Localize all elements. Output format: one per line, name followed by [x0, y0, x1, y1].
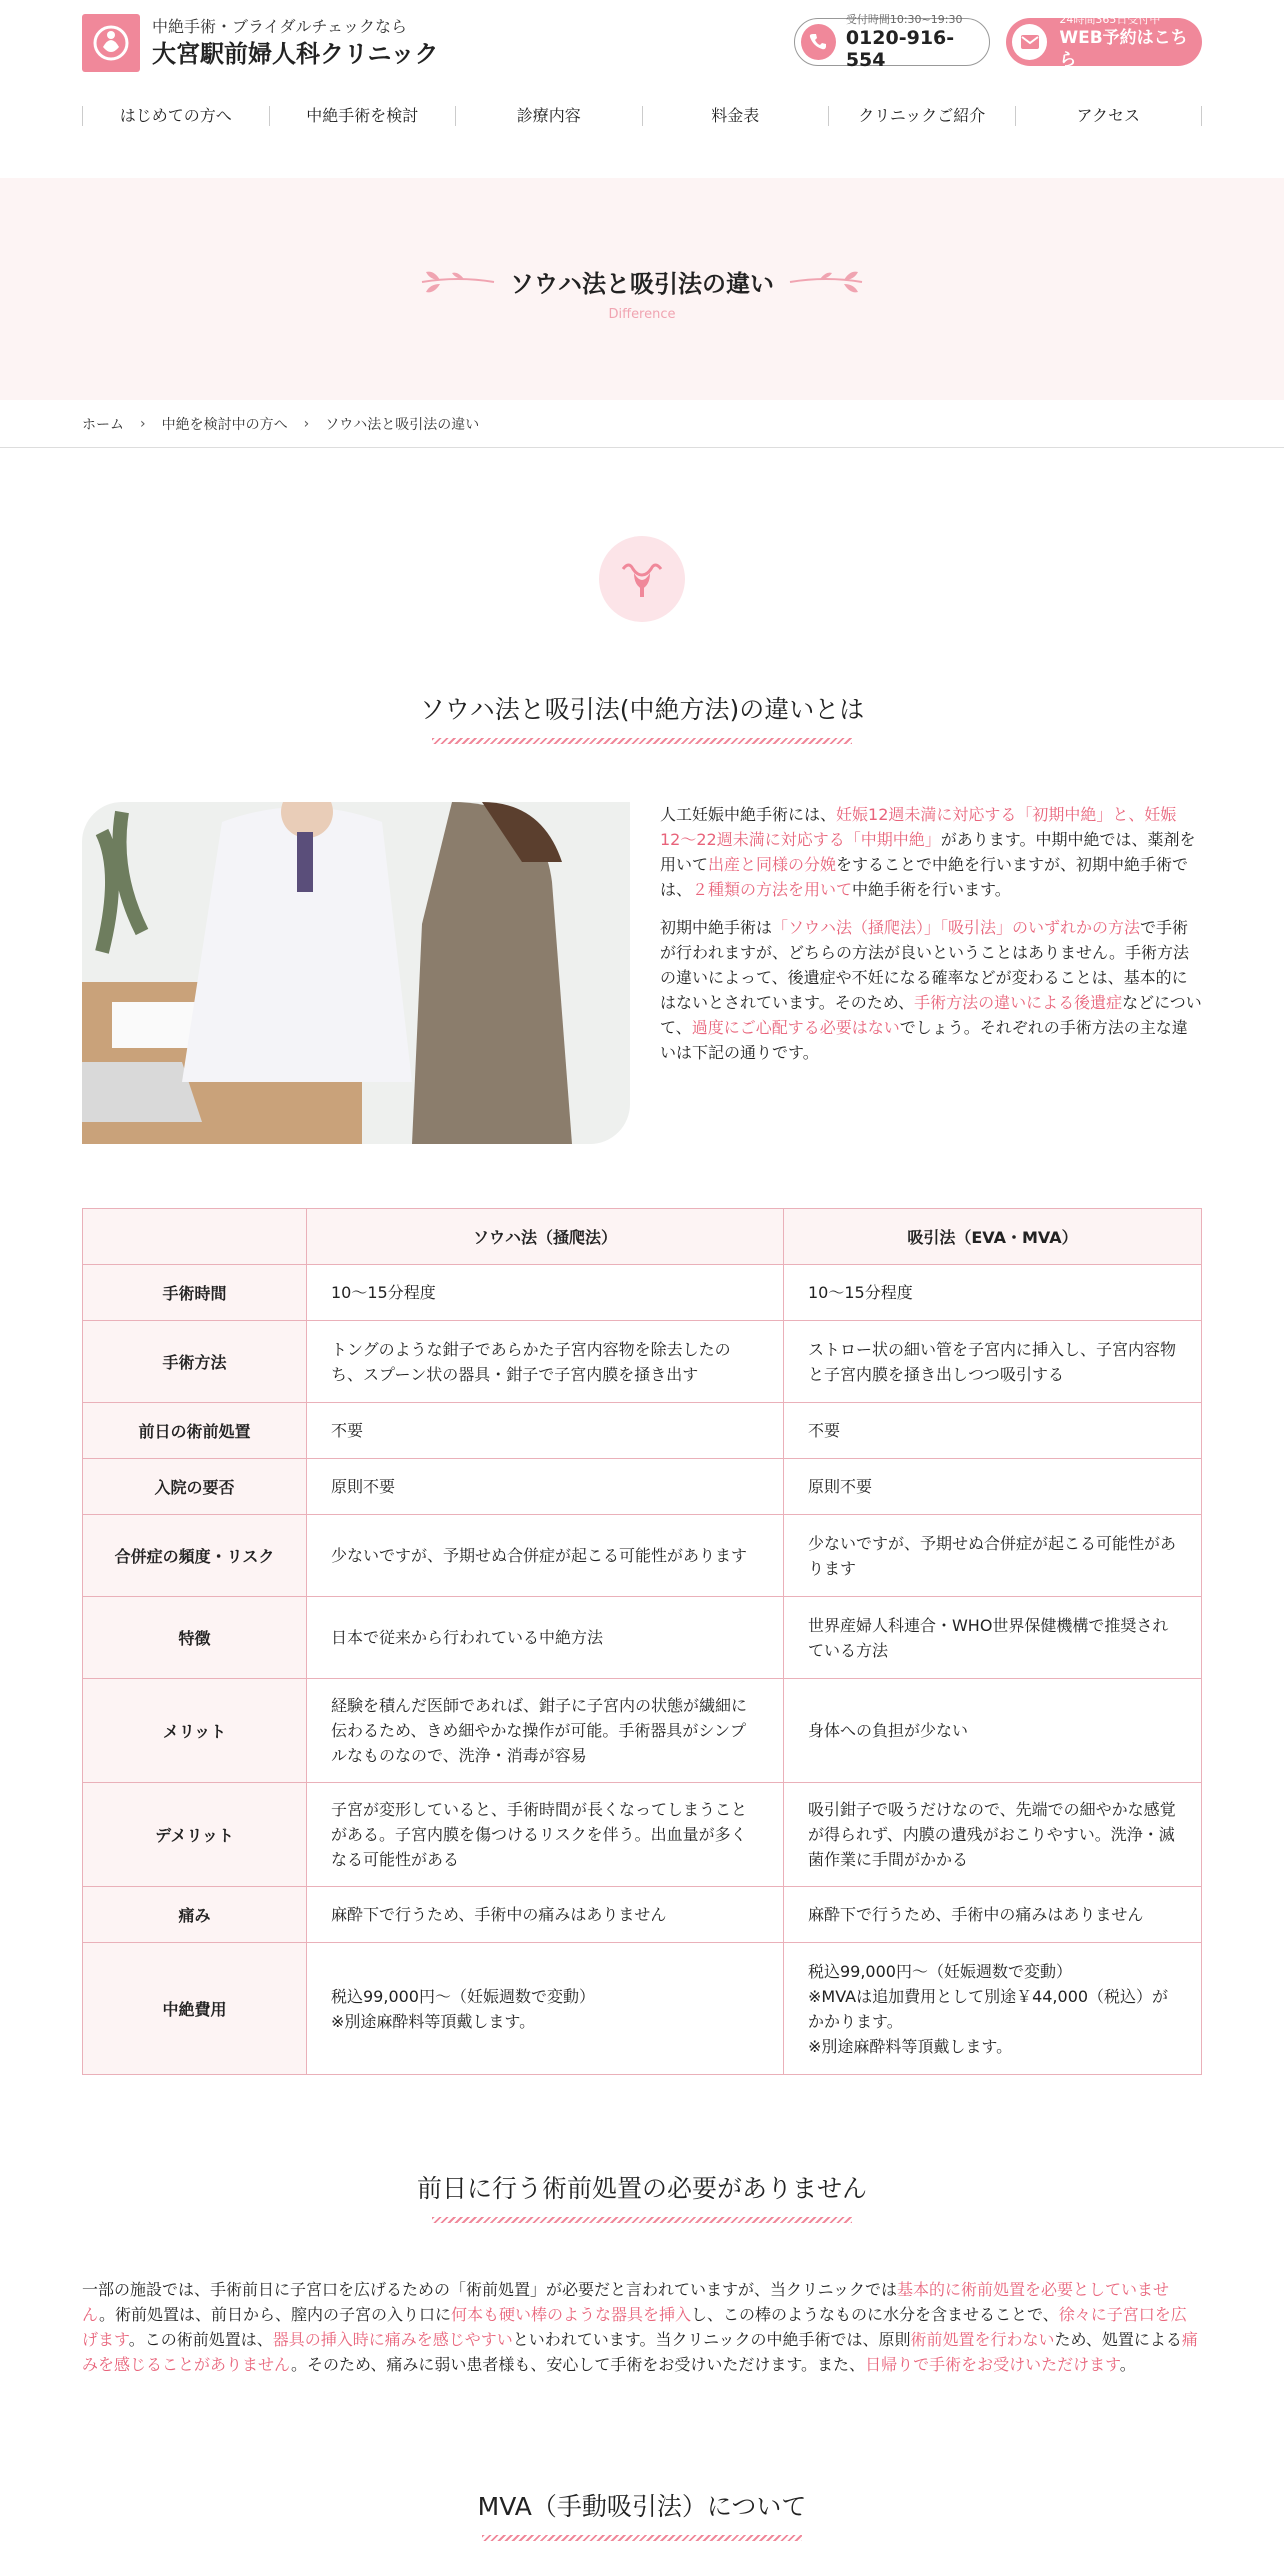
table-cell: 10～15分程度 [307, 1265, 784, 1321]
logo-mark-icon [82, 14, 140, 72]
chevron-right-icon: › [140, 416, 146, 432]
table-cell: 10～15分程度 [783, 1265, 1201, 1321]
clinic-logo[interactable] [82, 14, 439, 72]
table-cell: 税込99,000円〜（妊娠週数で変動） ※MVAは追加費用として別途￥44,000（税込）がかかります。 ※別途麻酔料等頂戴します。 [783, 1943, 1201, 2075]
table-cell: 身体への負担が少ない [783, 1679, 1201, 1783]
logo-title: 大宮駅前婦人科クリニック [152, 40, 439, 68]
left-ornament-icon [420, 268, 496, 296]
phone-button[interactable] [794, 13, 990, 71]
comparison-table [82, 1208, 1202, 2075]
logo-subtitle: 中絶手術・ブライダルチェックなら [152, 17, 408, 36]
nav-pricing[interactable]: 料金表 [642, 106, 829, 126]
row-label: 入院の要否 [83, 1459, 307, 1515]
table-cell: 麻酔下で行うため、手術中の痛みはありません [307, 1887, 784, 1943]
preprocessing-paragraph: 一部の施設では、手術前日に子宮口を広げるための「術前処置」が必要だと言われていますが、当クリニックでは基本的に術前処置を必要としていません。術前処置は、前日から、膣内の子宮の入り口に何本も硬い棒のような器具を挿入し、この棒のようなものに水分を含ませることで、徐々に子宮口を広げます。この術前処置は、器具の挿入時に痛みを感じやすいといわれています。当クリニックの中絶手術では、原則術前処置を行わないため、処置による痛みを感じることがありません。そのため、痛みに弱い患者様も、安心して手術をお受けいただけます。また、日帰りで手術をお受けいただけます。 [82, 2280, 1198, 2374]
table-row [83, 1403, 1202, 1459]
page-title: ソウハ法と吸引法の違い [510, 270, 774, 298]
row-label: 中絶費用 [83, 1943, 307, 2075]
section-title-difference: ソウハ法と吸引法(中絶方法)の違いとは [419, 695, 865, 724]
table-cell: 世界産婦人科連合・WHO世界保健機構で推奨されている方法 [783, 1597, 1201, 1679]
breadcrumb [0, 400, 1284, 448]
table-cell: 子宮が変形していると、手術時間が長くなってしまうことがある。子宮内膜を傷つけるリスクを伴う。出血量が多くなる可能性がある [307, 1783, 784, 1887]
table-header-cell: 吸引法（EVA・MVA） [783, 1209, 1201, 1265]
table-header-cell: ソウハ法（掻爬法） [307, 1209, 784, 1265]
table-cell: 原則不要 [307, 1459, 784, 1515]
table-cell: 少ないですが、予期せぬ合併症が起こる可能性があります [783, 1515, 1201, 1597]
table-cell: 税込99,000円〜（妊娠週数で変動） ※別途麻酔料等頂戴します。 [307, 1943, 784, 2075]
table-cell: トングのような鉗子であらかた子宮内容物を除去したのち、スプーン状の器具・鉗子で子宮内膜を掻き出す [307, 1321, 784, 1403]
table-cell: ストロー状の細い管を子宮内に挿入し、子宮内容物と子宮内膜を掻き出しつつ吸引する [783, 1321, 1201, 1403]
table-cell: 麻酔下で行うため、手術中の痛みはありません [783, 1887, 1201, 1943]
section-title-underline [432, 738, 852, 744]
table-cell: 日本で従来から行われている中絶方法 [307, 1597, 784, 1679]
table-header-cell [83, 1209, 307, 1265]
uterus-icon [599, 536, 685, 622]
row-label: 痛み [83, 1887, 307, 1943]
table-cell: 吸引鉗子で吸うだけなので、先端での細やかな感覚が得られず、内膜の遺残がおこりやすい。洗浄・滅菌作業に手間がかかる [783, 1783, 1201, 1887]
page-hero [0, 178, 1284, 400]
table-row [83, 1783, 1202, 1887]
nav-access[interactable]: アクセス [1015, 106, 1203, 126]
row-label: 特徴 [83, 1597, 307, 1679]
web-reservation-label: WEB予約はこちら [1059, 28, 1188, 70]
page-subtitle: Difference [608, 307, 676, 322]
row-label: 前日の術前処置 [83, 1403, 307, 1459]
table-row [83, 1321, 1202, 1403]
right-ornament-icon [788, 268, 864, 296]
section-title-underline [482, 2535, 802, 2541]
phone-hours: 受付時間10:30~19:30 [845, 13, 963, 26]
table-cell: 経験を積んだ医師であれば、鉗子に子宮内の状態が繊細に伝わるため、きめ細やかな操作が可能。手術器具がシンプルなものなので、洗浄・消毒が容易 [307, 1679, 784, 1783]
table-row [83, 1515, 1202, 1597]
site-header [82, 0, 1202, 86]
web-reservation-button[interactable] [1006, 13, 1202, 70]
table-cell: 不要 [307, 1403, 784, 1459]
row-label: メリット [83, 1679, 307, 1783]
nav-abortion[interactable]: 中絶手術を検討 [269, 106, 456, 126]
intro-paragraph-1: 人工妊娠中絶手術には、妊娠12週未満に対応する「初期中絶」と、妊娠12〜22週未満に対応する「中期中絶」があります。中期中絶では、薬剤を用いて出産と同様の分娩をすることで中絶を行いますが、初期中絶手術では、２種類の方法を用いて中絶手術を行います。 [660, 805, 1196, 899]
web-reservation-sub: 24時間365日受付中 [1059, 13, 1161, 26]
section-title-preprocessing: 前日に行う術前処置の必要がありません [416, 2174, 867, 2203]
table-row [83, 1679, 1202, 1783]
breadcrumb-home[interactable]: ホーム [82, 417, 124, 433]
table-row [83, 1265, 1202, 1321]
intro-paragraph-2: 初期中絶手術は「ソウハ法（掻爬法）」「吸引法」のいずれかの方法で手術が行われますが、どちらの方法が良いということはありません。手術方法の違いによって、後遺症や不妊になる確率などが変わることは、基本的にはないとされています。そのため、手術方法の違いによる後遺症などについて、過度にご心配する必要はないでしょう。それぞれの手術方法の主な違いは下記の通りです。 [660, 918, 1202, 1062]
chevron-right-icon: › [303, 416, 310, 432]
nav-about[interactable]: クリニックご紹介 [828, 106, 1015, 126]
row-label: 手術方法 [83, 1321, 307, 1403]
table-row [83, 1459, 1202, 1515]
row-label: 手術時間 [83, 1265, 307, 1321]
global-nav [82, 86, 1202, 148]
phone-icon [801, 24, 836, 60]
mail-icon [1012, 24, 1047, 60]
row-label: デメリット [83, 1783, 307, 1887]
nav-first-visit[interactable]: はじめての方へ [82, 106, 269, 126]
breadcrumb-current: ソウハ法と吸引法の違い [325, 417, 480, 433]
table-row [83, 1887, 1202, 1943]
doctor-consultation-photo [82, 802, 630, 1144]
row-label: 合併症の頻度・リスク [83, 1515, 307, 1597]
table-cell: 不要 [783, 1403, 1201, 1459]
table-cell: 原則不要 [783, 1459, 1201, 1515]
nav-treatments[interactable]: 診療内容 [455, 106, 642, 126]
table-row [83, 1943, 1202, 2075]
section-title-underline [432, 2217, 852, 2223]
breadcrumb-abortion[interactable]: 中絶を検討中の方へ [161, 417, 288, 433]
section-title-mva: MVA（手動吸引法）について [477, 2492, 807, 2521]
table-row [83, 1597, 1202, 1679]
table-cell: 少ないですが、予期せぬ合併症が起こる可能性があります [307, 1515, 784, 1597]
table-header-row [83, 1209, 1202, 1265]
intro-text [660, 802, 1202, 1144]
phone-number: 0120-916-554 [845, 27, 955, 71]
